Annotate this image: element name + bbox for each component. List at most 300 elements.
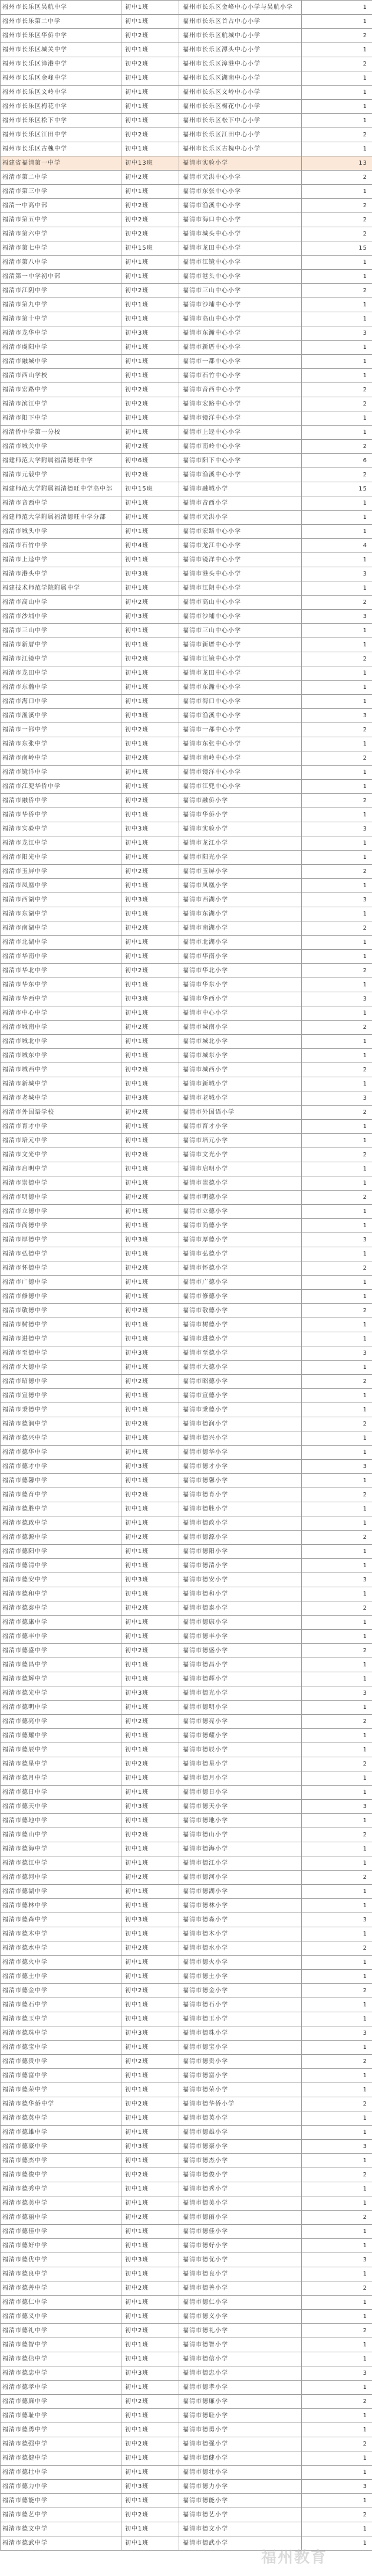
table-row (1, 440, 372, 454)
middle-school-cell: 福清市德明中学 (1, 1701, 121, 1715)
middle-school-cell: 福清市外国语学校 (1, 1106, 121, 1120)
quota-cell: 2 (302, 1984, 372, 1998)
quota-cell: 3 (302, 2253, 372, 2267)
table-row (1, 624, 372, 638)
primary-school-cell: 福清市镜洋中心小学 (179, 766, 302, 780)
middle-school-cell: 福清市德丰中学 (1, 1630, 121, 1644)
table-row (1, 1049, 372, 1063)
class-count-cell: 初中1班 (121, 312, 179, 326)
primary-school-cell: 福清市东瀚中心小学 (179, 326, 302, 341)
quota-cell: 2 (302, 2281, 372, 2296)
class-count-cell: 初中2班 (121, 284, 179, 298)
middle-school-cell: 福清市德善中学 (1, 2281, 121, 2296)
table-row (1, 1176, 372, 1191)
middle-school-cell: 福清侨中学第一分校 (1, 426, 121, 440)
table-row (1, 581, 372, 596)
table-row (1, 1771, 372, 1786)
quota-cell: 1 (302, 1077, 372, 1091)
middle-school-cell: 福清市德健中学 (1, 2451, 121, 2466)
middle-school-cell: 福清市德英中学 (1, 2111, 121, 2126)
class-count-cell: 初中1班 (121, 1771, 179, 1786)
middle-school-cell: 福清市凤凰中学 (1, 879, 121, 893)
primary-school-cell: 福清市德能小学 (179, 2494, 302, 2508)
primary-school-cell: 福清市厚德小学 (179, 1233, 302, 1247)
class-count-cell: 初中1班 (121, 1927, 179, 1941)
middle-school-cell: 福清市德秀中学 (1, 2182, 121, 2196)
quota-cell: 3 (302, 1913, 372, 1927)
middle-school-cell: 福清市昭德中学 (1, 1375, 121, 1389)
middle-school-cell: 福清市敬德中学 (1, 1304, 121, 1318)
middle-school-cell: 福清市镜洋中学 (1, 766, 121, 780)
middle-school-cell: 福清市至德中学 (1, 1346, 121, 1361)
table-row (1, 1290, 372, 1304)
middle-school-cell: 福建师范大学附属福清德旺中学分部 (1, 511, 121, 525)
quota-cell: 2 (302, 383, 372, 397)
primary-school-cell: 福清市东张中心小学 (179, 185, 302, 199)
middle-school-cell: 福清市实验中学 (1, 822, 121, 836)
primary-school-cell: 福清市德耻小学 (179, 2409, 302, 2423)
class-count-cell: 初中1班 (121, 1120, 179, 1134)
class-count-cell: 初中1班 (121, 355, 179, 369)
quota-cell: 4 (302, 539, 372, 553)
primary-school-cell: 福清市德健小学 (179, 2451, 302, 2466)
quota-cell: 1 (302, 1403, 372, 1417)
table-row (1, 227, 372, 241)
table-row (1, 1856, 372, 1871)
class-count-cell: 初中1班 (121, 695, 179, 709)
quota-cell: 6 (302, 454, 372, 468)
quota-cell: 1 (302, 950, 372, 964)
table-row (1, 1828, 372, 1842)
middle-school-cell: 福清市德辰中学 (1, 1743, 121, 1757)
primary-school-cell: 福清市新城小学 (179, 1077, 302, 1091)
table-row (1, 2267, 372, 2281)
table-row (1, 454, 372, 468)
class-count-cell: 初中1班 (121, 808, 179, 822)
quota-cell: 1 (302, 1771, 372, 1786)
middle-school-cell: 福清市一都中学 (1, 723, 121, 737)
class-count-cell: 初中3班 (121, 1913, 179, 1927)
primary-school-cell: 福清市龙江中心小学 (179, 539, 302, 553)
quota-cell: 1 (302, 1332, 372, 1346)
quota-cell: 1 (302, 2338, 372, 2352)
class-count-cell: 初中2班 (121, 468, 179, 482)
class-count-cell: 初中3班 (121, 2480, 179, 2494)
quota-cell: 1 (302, 256, 372, 270)
class-count-cell: 初中2班 (121, 596, 179, 610)
primary-school-cell: 福清市江镜中心小学 (179, 256, 302, 270)
middle-school-cell: 福清市德优中学 (1, 2253, 121, 2267)
class-count-cell: 初中1班 (121, 496, 179, 511)
class-count-cell: 初中1班 (121, 1842, 179, 1856)
middle-school-cell: 福州市长乐区城关中学 (1, 43, 121, 57)
table-row (1, 1403, 372, 1417)
primary-school-cell: 福清市昭德小学 (179, 1375, 302, 1389)
primary-school-cell: 福清市尚德小学 (179, 1219, 302, 1233)
table-row (1, 1842, 372, 1856)
class-count-cell: 初中2班 (121, 964, 179, 978)
primary-school-cell: 福清市德育小学 (179, 1488, 302, 1502)
class-count-cell: 初中1班 (121, 836, 179, 851)
middle-school-cell: 福清市北湖中学 (1, 936, 121, 950)
table-row (1, 1318, 372, 1332)
middle-school-cell: 福清市厚德中学 (1, 1233, 121, 1247)
quota-cell: 2 (302, 2097, 372, 2111)
table-row (1, 482, 372, 496)
quota-cell: 1 (302, 86, 372, 100)
table-row (1, 2225, 372, 2239)
table-row (1, 2508, 372, 2522)
class-count-cell: 初中1班 (121, 1729, 179, 1743)
quota-cell: 2 (302, 1488, 372, 1502)
table-row (1, 2055, 372, 2069)
class-count-cell: 初中1班 (121, 978, 179, 992)
table-row (1, 426, 372, 440)
quota-cell: 1 (302, 369, 372, 383)
quota-cell: 3 (302, 1460, 372, 1474)
middle-school-cell: 福州市长乐区文岭中学 (1, 86, 121, 100)
quota-cell: 1 (302, 2522, 372, 2536)
middle-school-cell: 福清市德荣中学 (1, 2083, 121, 2097)
middle-school-cell: 福清市高山中学 (1, 596, 121, 610)
quota-cell: 1 (302, 2409, 372, 2423)
quota-cell: 3 (302, 1091, 372, 1106)
primary-school-cell: 福清市南湖小学 (179, 921, 302, 936)
middle-school-cell: 福清市龙田中学 (1, 666, 121, 681)
middle-school-cell: 福清市德森中学 (1, 1913, 121, 1927)
primary-school-cell: 福清市东张中心小学 (179, 737, 302, 751)
middle-school-cell: 福清市石竹中学 (1, 539, 121, 553)
primary-school-cell: 福清市玉屏小学 (179, 865, 302, 879)
table-row (1, 1162, 372, 1176)
middle-school-cell: 福清市德兴中学 (1, 1431, 121, 1446)
class-count-cell: 初中1班 (121, 411, 179, 426)
class-count-cell: 初中1班 (121, 2381, 179, 2395)
primary-school-cell: 福清市德阳小学 (179, 1545, 302, 1559)
quota-cell: 1 (302, 936, 372, 950)
primary-school-cell: 福清市德武小学 (179, 2536, 302, 2551)
quota-cell: 2 (302, 128, 372, 142)
primary-school-cell: 福州市长乐区梅花中心小学 (179, 100, 302, 114)
table-row (1, 1035, 372, 1049)
quota-cell: 2 (302, 1757, 372, 1771)
primary-school-cell: 福清市华东小学 (179, 978, 302, 992)
class-count-cell: 初中3班 (121, 326, 179, 341)
quota-cell: 3 (302, 326, 372, 341)
primary-school-cell: 福清市德星小学 (179, 1757, 302, 1771)
quota-cell: 2 (302, 596, 372, 610)
quota-cell: 1 (302, 1502, 372, 1516)
table-row (1, 808, 372, 822)
middle-school-cell: 福清市崇德中学 (1, 1176, 121, 1191)
table-row (1, 171, 372, 185)
quota-cell: 1 (302, 666, 372, 681)
table-row (1, 1800, 372, 1814)
table-row (1, 2168, 372, 2182)
primary-school-cell: 福清市德森小学 (179, 1913, 302, 1927)
quota-cell: 1 (302, 1743, 372, 1757)
quota-cell: 2 (302, 2508, 372, 2522)
class-count-cell: 初中2班 (121, 921, 179, 936)
primary-school-cell: 福清市德盛小学 (179, 1644, 302, 1658)
table-row (1, 1106, 372, 1120)
middle-school-cell: 福清市华南中学 (1, 950, 121, 964)
primary-school-cell: 福清市德兴小学 (179, 1431, 302, 1446)
table-row (1, 1757, 372, 1771)
quota-cell: 2 (302, 468, 372, 482)
table-row (1, 2239, 372, 2253)
quota-cell: 1 (302, 312, 372, 326)
primary-school-cell: 福清市龙田中心小学 (179, 666, 302, 681)
class-count-cell: 初中2班 (121, 1021, 179, 1035)
middle-school-cell: 福清市德星中学 (1, 1757, 121, 1771)
primary-school-cell: 福清市崇德小学 (179, 1176, 302, 1191)
table-row (1, 1743, 372, 1757)
quota-cell: 2 (302, 2211, 372, 2225)
class-count-cell: 初中1班 (121, 2225, 179, 2239)
primary-school-cell: 福清市德湖小学 (179, 1885, 302, 1899)
middle-school-cell: 福清市港头中学 (1, 567, 121, 581)
middle-school-cell: 福州市长乐区华侨中学 (1, 29, 121, 43)
class-count-cell: 初中2班 (121, 2211, 179, 2225)
table-row (1, 270, 372, 284)
primary-school-cell: 福清市渔溪中心小学 (179, 468, 302, 482)
primary-school-cell: 福清市东瀚中心小学 (179, 681, 302, 695)
quota-cell: 1 (302, 808, 372, 822)
quota-cell: 2 (302, 1191, 372, 1205)
primary-school-cell: 福清市港头中心小学 (179, 567, 302, 581)
class-count-cell: 初中1班 (121, 1474, 179, 1488)
middle-school-cell: 福清市华东中学 (1, 978, 121, 992)
class-count-cell: 初中1班 (121, 2451, 179, 2466)
table-row (1, 326, 372, 341)
primary-school-cell: 福清市高山中心小学 (179, 596, 302, 610)
primary-school-cell: 福清市北湖小学 (179, 936, 302, 950)
primary-school-cell: 福清市立德小学 (179, 1205, 302, 1219)
quota-cell: 1 (302, 1927, 372, 1941)
primary-school-cell: 福清市西湖小学 (179, 893, 302, 907)
quota-cell: 1 (302, 1998, 372, 2012)
primary-school-cell: 福清市德荣小学 (179, 2083, 302, 2097)
primary-school-cell: 福清市培元小学 (179, 1134, 302, 1148)
primary-school-cell: 福清市德木小学 (179, 1927, 302, 1941)
table-row (1, 1502, 372, 1516)
middle-school-cell: 福清市老城中学 (1, 1091, 121, 1106)
table-row (1, 1616, 372, 1630)
quota-cell: 1 (302, 341, 372, 355)
class-count-cell: 初中1班 (121, 1856, 179, 1871)
table-row (1, 156, 372, 171)
table-row (1, 1006, 372, 1021)
table-row (1, 907, 372, 921)
class-count-cell: 初中1班 (121, 1077, 179, 1091)
quota-cell: 1 (302, 1516, 372, 1531)
quota-cell: 3 (302, 992, 372, 1006)
table-row (1, 1077, 372, 1091)
primary-school-cell: 福清市大德小学 (179, 1361, 302, 1375)
quota-cell: 3 (302, 610, 372, 624)
class-count-cell: 初中2班 (121, 1871, 179, 1885)
primary-school-cell: 福清市德宝小学 (179, 2041, 302, 2055)
middle-school-cell: 福清市德美中学 (1, 2196, 121, 2211)
middle-school-cell: 福清市进德中学 (1, 1332, 121, 1346)
table-row (1, 1361, 372, 1375)
quota-cell: 1 (302, 2012, 372, 2026)
middle-school-cell: 福清市德智中学 (1, 2338, 121, 2352)
class-count-cell: 初中1班 (121, 1743, 179, 1757)
table-row (1, 2395, 372, 2409)
primary-school-cell: 福清市德礼小学 (179, 2324, 302, 2338)
table-row (1, 383, 372, 397)
class-count-cell: 初中1班 (121, 1403, 179, 1417)
class-count-cell: 初中1班 (121, 1035, 179, 1049)
table-row (1, 978, 372, 992)
quota-cell: 1 (302, 851, 372, 865)
table-row (1, 893, 372, 907)
table-row (1, 950, 372, 964)
quota-cell: 1 (302, 553, 372, 567)
middle-school-cell: 福清市第七中学 (1, 241, 121, 256)
middle-school-cell: 福清市西湖中学 (1, 893, 121, 907)
table-row (1, 2097, 372, 2111)
primary-school-cell: 福清市龙田中心小学 (179, 241, 302, 256)
middle-school-cell: 福清市德康中学 (1, 1616, 121, 1630)
class-count-cell: 初中1班 (121, 1162, 179, 1176)
class-count-cell: 初中1班 (121, 2310, 179, 2324)
class-count-cell: 初中1班 (121, 525, 179, 539)
middle-school-cell: 福清市滨江中学 (1, 397, 121, 411)
middle-school-cell: 福清市元载中学 (1, 468, 121, 482)
class-count-cell: 初中1班 (121, 1998, 179, 2012)
class-count-cell: 初中1班 (121, 511, 179, 525)
table-row (1, 723, 372, 737)
class-count-cell: 初中1班 (121, 638, 179, 652)
primary-school-cell: 福清市弘德小学 (179, 1247, 302, 1261)
primary-school-cell: 福清市镜洋中心小学 (179, 553, 302, 567)
class-count-cell: 初中1班 (121, 666, 179, 681)
primary-school-cell: 福清市元洪中心小学 (179, 171, 302, 185)
class-count-cell: 初中2班 (121, 1984, 179, 1998)
table-row (1, 128, 372, 142)
table-row (1, 1389, 372, 1403)
quota-cell: 2 (302, 2437, 372, 2451)
middle-school-cell: 福清市德清中学 (1, 1559, 121, 1573)
quota-cell: 3 (302, 1573, 372, 1587)
primary-school-cell: 福清市进德小学 (179, 1332, 302, 1346)
table-row (1, 1063, 372, 1077)
quota-cell: 2 (302, 1871, 372, 1885)
table-row (1, 2253, 372, 2267)
table-row (1, 610, 372, 624)
class-count-cell: 初中1班 (121, 1, 179, 15)
class-count-cell: 初中1班 (121, 1814, 179, 1828)
quota-cell: 1 (302, 2466, 372, 2480)
middle-school-cell: 福清市德育中学 (1, 1488, 121, 1502)
primary-school-cell: 福清市德天小学 (179, 1800, 302, 1814)
middle-school-cell: 福清市第八中学 (1, 256, 121, 270)
middle-school-cell: 福清市沙埔中学 (1, 610, 121, 624)
table-row (1, 780, 372, 794)
table-row (1, 468, 372, 482)
primary-school-cell: 福清市德安小学 (179, 1573, 302, 1587)
primary-school-cell: 福清市江兜中心小学 (179, 780, 302, 794)
quota-cell: 2 (302, 171, 372, 185)
quota-cell: 1 (302, 2041, 372, 2055)
table-row (1, 15, 372, 29)
middle-school-cell: 福清市弘德中学 (1, 1247, 121, 1261)
quota-cell: 2 (302, 284, 372, 298)
class-count-cell: 初中2班 (121, 1531, 179, 1545)
table-row (1, 2324, 372, 2338)
primary-school-cell: 福清市华西小学 (179, 992, 302, 1006)
class-count-cell: 初中2班 (121, 397, 179, 411)
class-count-cell: 初中1班 (121, 1630, 179, 1644)
quota-cell: 2 (302, 1531, 372, 1545)
primary-school-cell: 福清市音西中心小学 (179, 383, 302, 397)
class-count-cell: 初中1班 (121, 1587, 179, 1601)
table-row (1, 2381, 372, 2395)
primary-school-cell: 福清市上迳中心小学 (179, 426, 302, 440)
class-count-cell: 初中13班 (121, 156, 179, 171)
middle-school-cell: 福清市江阴中学 (1, 284, 121, 298)
quota-cell: 1 (302, 1446, 372, 1460)
class-count-cell: 初中1班 (121, 1049, 179, 1063)
primary-school-cell: 福州市长乐区湖南中心小学 (179, 71, 302, 86)
class-count-cell: 初中1班 (121, 1701, 179, 1715)
class-count-cell: 初中1班 (121, 185, 179, 199)
class-count-cell: 初中1班 (121, 43, 179, 57)
table-row (1, 836, 372, 851)
table-row (1, 1573, 372, 1587)
primary-school-cell: 福清市德土小学 (179, 1970, 302, 1984)
table-row (1, 2182, 372, 2196)
quota-cell: 1 (302, 2239, 372, 2253)
middle-school-cell: 福清市德日中学 (1, 1786, 121, 1800)
primary-school-cell: 福清市德忠小学 (179, 2366, 302, 2381)
primary-school-cell: 福清市德良小学 (179, 2267, 302, 2281)
quota-cell: 13 (302, 156, 372, 171)
watermark-text: 福州教育 (261, 2549, 328, 2567)
primary-school-cell: 福清市德源小学 (179, 1531, 302, 1545)
middle-school-cell: 福清市德艺中学 (1, 2508, 121, 2522)
middle-school-cell: 福州市长乐区古槐中学 (1, 142, 121, 156)
middle-school-cell: 福清市三山中学 (1, 624, 121, 638)
middle-school-cell: 福清市中心中学 (1, 1006, 121, 1021)
quota-cell: 2 (302, 751, 372, 766)
primary-school-cell: 福清市德孝小学 (179, 2381, 302, 2395)
class-count-cell: 初中2班 (121, 2281, 179, 2296)
primary-school-cell: 福清市实验小学 (179, 156, 302, 171)
table-row (1, 1431, 372, 1446)
table-row (1, 1417, 372, 1431)
class-count-cell: 初中3班 (121, 1460, 179, 1474)
quota-cell: 1 (302, 1361, 372, 1375)
middle-school-cell: 福清市德天中学 (1, 1800, 121, 1814)
table-row (1, 284, 372, 298)
quota-cell: 2 (302, 2324, 372, 2338)
middle-school-cell: 福建技术师范学院附属中学 (1, 581, 121, 596)
middle-school-cell: 福州市长乐第二中学 (1, 15, 121, 29)
quota-cell: 1 (302, 624, 372, 638)
primary-school-cell: 福州市长乐区漳港中心小学 (179, 57, 302, 71)
class-count-cell: 初中2班 (121, 1828, 179, 1842)
class-count-cell: 初中2班 (121, 128, 179, 142)
middle-school-cell: 福清市德润中学 (1, 1417, 121, 1431)
table-row (1, 397, 372, 411)
primary-school-cell: 福清市德壮小学 (179, 2466, 302, 2480)
table-row (1, 185, 372, 199)
primary-school-cell: 福清市德才小学 (179, 1460, 302, 1474)
